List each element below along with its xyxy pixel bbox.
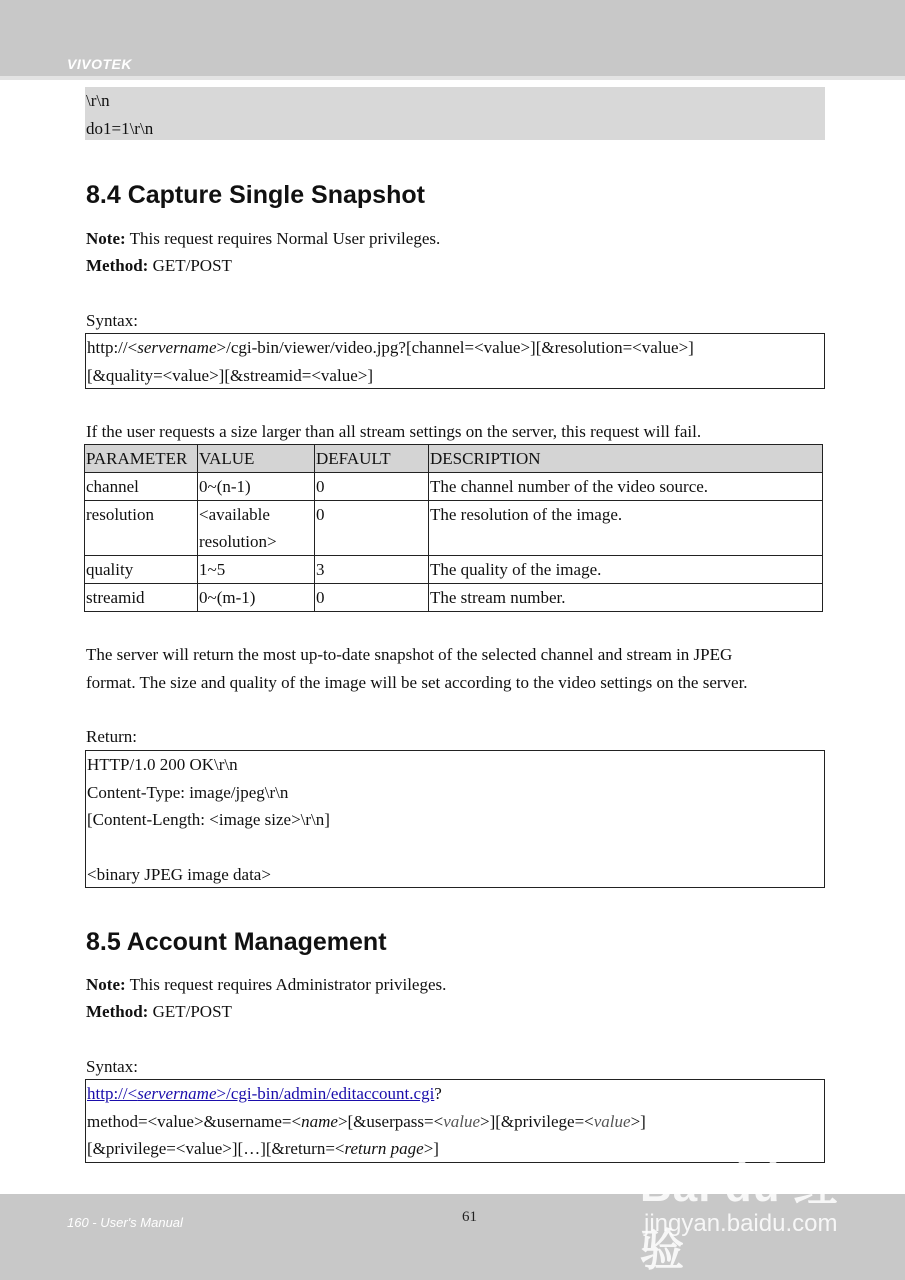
- return-line: HTTP/1.0 200 OK\r\n: [87, 755, 238, 774]
- table-cell: The channel number of the video source.: [429, 473, 823, 501]
- table-cell: streamid: [85, 584, 198, 612]
- return-line: [87, 834, 824, 862]
- header-rule: [0, 76, 905, 80]
- method-text: GET/POST: [148, 256, 232, 275]
- table-header-cell: DEFAULT: [315, 445, 429, 473]
- table-cell: The quality of the image.: [429, 556, 823, 584]
- parameter-table: [84, 444, 823, 612]
- syntax-box: [85, 333, 825, 389]
- table-row: [85, 501, 823, 556]
- note-label: Note:: [86, 975, 126, 994]
- table-cell: 0: [315, 584, 429, 612]
- footer-manual-label: 160 - User's Manual: [67, 1215, 183, 1230]
- syntax-line-2: method=<value>&username=<name>[&userpass=<value>][&privilege=<value>]: [87, 1111, 646, 1131]
- table-header-cell: PARAMETER: [85, 445, 198, 473]
- note-label: Note:: [86, 229, 126, 248]
- table-header-row: [85, 445, 823, 473]
- table-row: [85, 584, 823, 612]
- table-cell: The resolution of the image.: [429, 501, 823, 556]
- note-line: [86, 225, 440, 253]
- editaccount-link[interactable]: http://<servername>/cgi-bin/admin/editaccount.cgi: [87, 1084, 435, 1103]
- table-cell: <available resolution>: [198, 501, 315, 556]
- code-line: \r\n: [86, 91, 110, 110]
- syntax-line-1: http://<servername>/cgi-bin/admin/editaccount.cgi?: [87, 1084, 442, 1103]
- note-line: [86, 971, 446, 999]
- note-text: This request requires Administrator privileges.: [125, 975, 447, 994]
- table-row: [85, 473, 823, 501]
- return-label: Return:: [86, 727, 137, 746]
- method-text: GET/POST: [148, 1002, 232, 1021]
- return-line: Content-Type: image/jpeg\r\n: [87, 782, 289, 802]
- section-title-8-4: 8.4 Capture Single Snapshot: [86, 181, 425, 209]
- syntax-line-1: http://<servername>/cgi-bin/viewer/video.jpg?[channel=<value>][&resolution=<value>]: [87, 338, 694, 357]
- syntax-label: Syntax:: [86, 1057, 138, 1076]
- method-label: Method:: [86, 256, 149, 275]
- note-text: This request requires Normal User privileges.: [125, 229, 441, 248]
- brand-logo-text: VIVOTEK: [67, 56, 132, 72]
- table-cell: resolution: [85, 501, 198, 556]
- table-cell: 0: [315, 473, 429, 501]
- code-block-continuation: [85, 87, 825, 140]
- table-cell: quality: [85, 556, 198, 584]
- return-box: [85, 750, 825, 888]
- return-line: <binary JPEG image data>: [87, 865, 271, 884]
- table-cell: channel: [85, 473, 198, 501]
- method-line: [86, 252, 232, 280]
- return-paragraph-line-2: format. The size and quality of the image will be set according to the video settings on the server.: [86, 673, 748, 692]
- table-row: [85, 556, 823, 584]
- syntax-line-2: [&quality=<value>][&streamid=<value>]: [87, 365, 373, 385]
- method-line: [86, 998, 232, 1026]
- baidu-watermark: [640, 1144, 880, 1275]
- watermark-url: jingyan.baidu.com: [644, 1210, 838, 1237]
- watermark-logo-text: Bai du 经验: [640, 1162, 839, 1275]
- table-cell: 0: [315, 501, 429, 556]
- return-line: [Content-Length: <image size>\r\n]: [87, 810, 330, 829]
- syntax-label: Syntax:: [86, 311, 138, 330]
- table-cell: 0~(m-1): [198, 584, 315, 612]
- table-header-cell: VALUE: [198, 445, 315, 473]
- table-cell: 3: [315, 556, 429, 584]
- syntax-line-3: [&privilege=<value>][…][&return=<return page>]: [87, 1139, 439, 1158]
- page-number: 61: [462, 1209, 477, 1225]
- section-title-8-5: 8.5 Account Management: [86, 928, 387, 956]
- size-note: If the user requests a size larger than all stream settings on the server, this request will fail.: [86, 422, 702, 441]
- table-header-cell: DESCRIPTION: [429, 445, 823, 473]
- table-cell: The stream number.: [429, 584, 823, 612]
- method-label: Method:: [86, 1002, 149, 1021]
- page-header-band: [0, 0, 905, 76]
- table-cell: 1~5: [198, 556, 315, 584]
- return-paragraph-line-1: The server will return the most up-to-date snapshot of the selected channel and stream in JPEG: [86, 645, 733, 664]
- code-line: do1=1\r\n: [86, 118, 154, 138]
- table-cell: 0~(n-1): [198, 473, 315, 501]
